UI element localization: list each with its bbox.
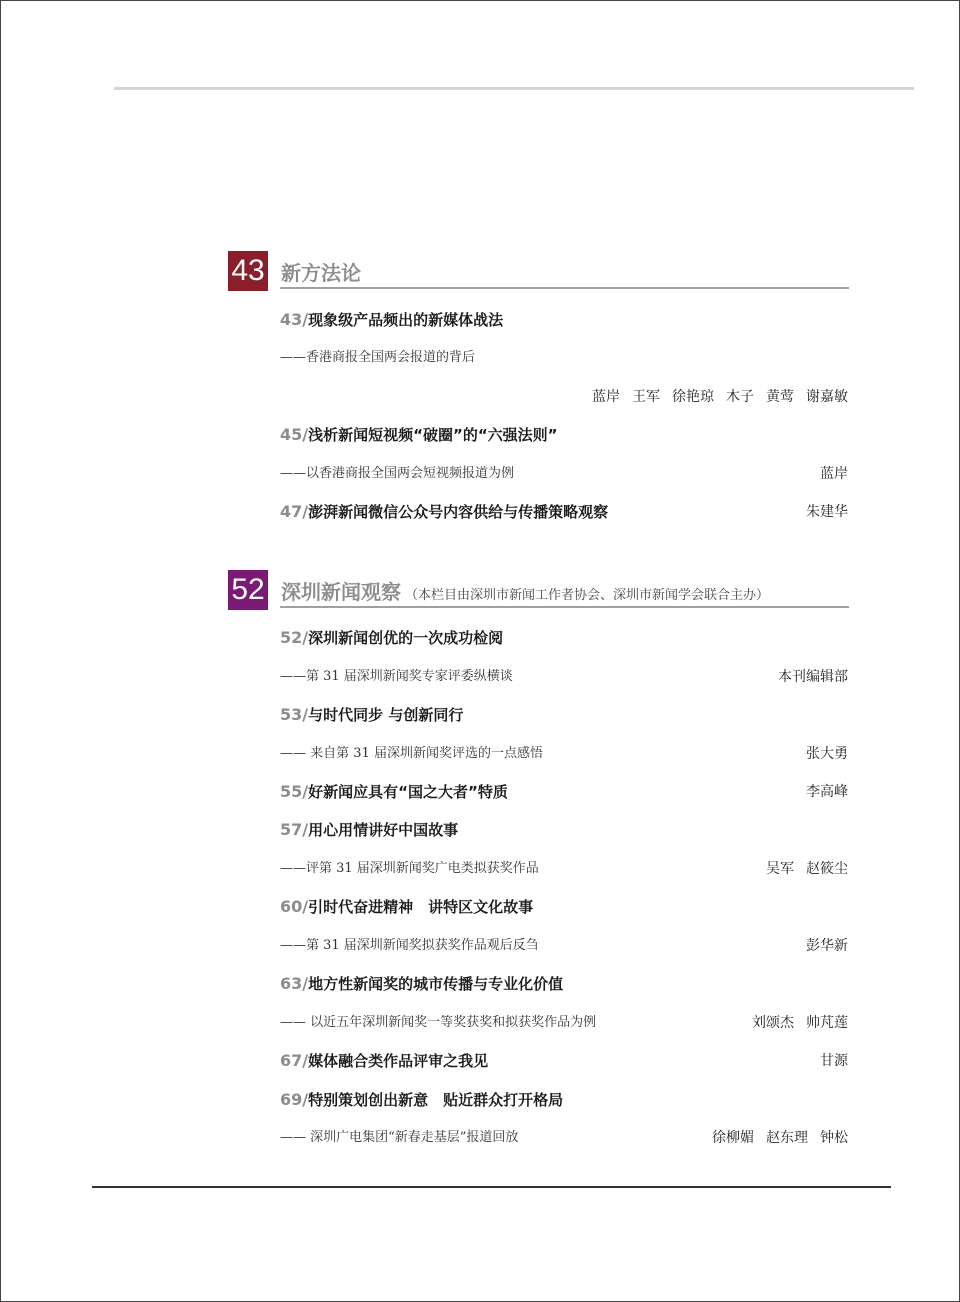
entry-authors	[794, 782, 848, 802]
entry-title: 好新闻应具有“国之大者”特质	[308, 783, 508, 801]
toc-entry[interactable]	[280, 1090, 563, 1110]
page-number: 45/	[280, 425, 309, 444]
author: 本刊编辑部	[778, 669, 848, 685]
entry-subtitle: ——第 31 届深圳新闻奖专家评委纵横谈	[280, 669, 513, 684]
author: 徐艳琼	[672, 389, 714, 405]
toc-entry[interactable]	[280, 628, 503, 648]
author: 李高峰	[806, 784, 848, 800]
entry-authors	[794, 936, 848, 956]
author: 吴军	[766, 861, 794, 877]
author: 蓝岸	[820, 466, 848, 482]
entry-authors	[766, 667, 848, 687]
page-number: 60/	[280, 897, 309, 916]
entry-title: 特别策划创出新意 贴近群众打开格局	[308, 1091, 564, 1109]
page-number: 63/	[280, 974, 309, 993]
author: 王军	[632, 389, 660, 405]
entry-subtitle: ——以香港商报全国两会短视频报道为例	[280, 466, 515, 481]
toc-entry[interactable]	[280, 782, 508, 802]
entry-authors	[754, 859, 848, 879]
entry-authors	[808, 464, 848, 484]
entry-subtitle: —— 来自第 31 届深圳新闻奖评选的一点感悟	[280, 746, 543, 761]
entry-subtitle: ——香港商报全国两会报道的背后	[280, 350, 476, 365]
page-number: 55/	[280, 782, 309, 801]
entry-title: 现象级产品频出的新媒体战法	[308, 311, 504, 329]
author: 甘源	[820, 1053, 848, 1069]
entry-title: 深圳新闻创优的一次成功检阅	[308, 629, 504, 647]
section-title	[281, 257, 365, 286]
section-rule	[280, 606, 849, 608]
page-number: 43/	[280, 310, 309, 329]
toc-entry[interactable]	[280, 705, 463, 725]
author: 蓝岸	[592, 389, 620, 405]
entry-title: 澎湃新闻微信公众号内容供给与传播策略观察	[308, 503, 609, 521]
page-number: 52/	[280, 628, 309, 647]
section-note: （本栏目由深圳市新闻工作者协会、深圳市新闻学会联合主办）	[405, 588, 770, 603]
page-number: 69/	[280, 1090, 309, 1109]
toc-entry[interactable]	[280, 502, 608, 522]
entry-title: 浅析新闻短视频“破圈”的“六强法则”	[308, 426, 558, 444]
section-title	[281, 576, 769, 605]
author: 张大勇	[806, 746, 848, 762]
toc-entry[interactable]	[280, 974, 563, 994]
author: 彭华新	[806, 938, 848, 954]
author: 黄莺	[766, 389, 794, 405]
entry-authors	[794, 744, 848, 764]
entry-subtitle: —— 深圳广电集团“新春走基层”报道回放	[280, 1130, 519, 1145]
author: 刘颂杰	[752, 1015, 794, 1031]
toc-entry[interactable]	[280, 1051, 488, 1071]
author: 谢嘉敏	[806, 389, 848, 405]
entry-subtitle: ——第 31 届深圳新闻奖拟获奖作品观后反刍	[280, 938, 539, 953]
entry-title: 与时代同步 与创新同行	[308, 706, 464, 724]
entry-authors	[808, 1051, 848, 1071]
entry-title: 地方性新闻奖的城市传播与专业化价值	[308, 975, 564, 993]
section-number: 43	[228, 251, 268, 291]
author: 朱建华	[806, 504, 848, 520]
author: 钟松	[820, 1130, 848, 1146]
author: 徐柳媚	[712, 1130, 754, 1146]
entry-title: 引时代奋进精神 讲特区文化故事	[308, 898, 534, 916]
page-number: 53/	[280, 705, 309, 724]
author: 赵筱尘	[806, 861, 848, 877]
entry-title: 用心用情讲好中国故事	[308, 821, 459, 839]
entry-authors	[700, 1128, 848, 1148]
section-rule	[280, 287, 849, 289]
toc-entry[interactable]	[280, 897, 533, 917]
bottom-rule	[92, 1186, 891, 1188]
author: 帅芃莲	[806, 1015, 848, 1031]
page-number: 67/	[280, 1051, 309, 1070]
entry-authors	[794, 502, 848, 522]
section-title-text: 新方法论	[281, 261, 361, 285]
section-title-text: 深圳新闻观察	[281, 580, 401, 604]
page-number: 57/	[280, 820, 309, 839]
entry-title: 媒体融合类作品评审之我见	[308, 1052, 489, 1070]
top-rule	[114, 87, 914, 90]
section-number: 52	[228, 570, 268, 610]
toc-entry[interactable]	[280, 310, 503, 330]
toc-entry[interactable]	[280, 820, 458, 840]
entry-subtitle: ——评第 31 届深圳新闻奖广电类拟获奖作品	[280, 861, 539, 876]
entry-authors	[740, 1013, 848, 1033]
author: 赵东理	[766, 1130, 808, 1146]
page-number: 47/	[280, 502, 309, 521]
entry-subtitle: —— 以近五年深圳新闻奖一等奖获奖和拟获奖作品为例	[280, 1015, 597, 1030]
toc-entry[interactable]	[280, 425, 558, 445]
entry-authors	[580, 387, 848, 407]
author: 木子	[726, 389, 754, 405]
